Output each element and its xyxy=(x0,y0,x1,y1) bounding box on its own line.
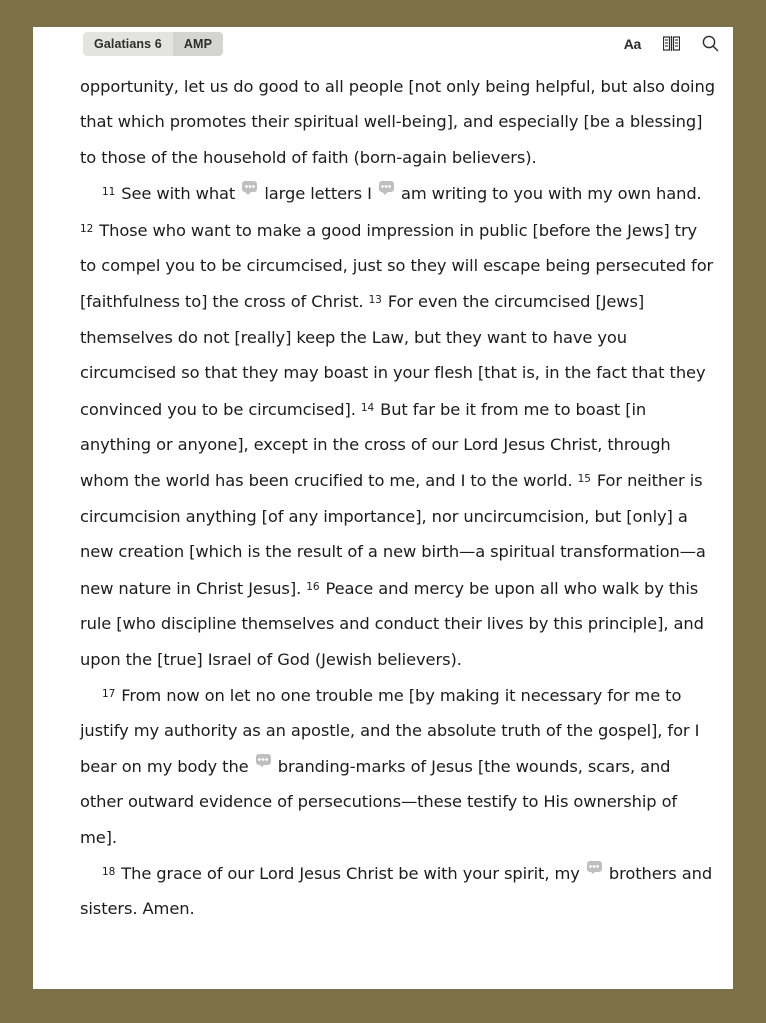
reader-toolbar xyxy=(33,27,733,61)
passage-paragraph xyxy=(80,855,717,927)
verse-text-run: brothers and sisters. Amen. xyxy=(80,863,713,919)
verse-number[interactable]: 14 xyxy=(360,401,375,414)
bible-reader-app xyxy=(33,27,733,989)
reference-selector[interactable] xyxy=(83,32,223,56)
search-icon[interactable] xyxy=(702,35,719,52)
toolbar-actions xyxy=(624,35,719,52)
passage-paragraph xyxy=(80,677,717,855)
verse-number[interactable]: 13 xyxy=(368,294,382,307)
verse-text-run: large letters I xyxy=(259,184,377,204)
verse-number[interactable]: 11 xyxy=(102,186,116,199)
reference-chip[interactable]: Galatians 6 xyxy=(83,32,173,56)
verse-text-run: opportunity, let us do good to all people [not only being helpful, but also doing that which promotes their spiritual well-being], and especially [be a blessing] to those of the household of faith (born-again believers). xyxy=(80,77,715,167)
verse-number[interactable]: 18 xyxy=(102,865,116,878)
parallel-columns-icon[interactable] xyxy=(663,36,680,51)
verse-number[interactable]: 12 xyxy=(80,222,94,235)
verse-text-run: Peace and mercy be upon all who walk by this rule [who discipline themselves and conduct their lives by this principle], and upon the [true] Israel of God (Jewish believers). xyxy=(80,578,704,669)
verse-text-run: am writing to you with my own hand. xyxy=(395,184,702,204)
font-size-icon[interactable]: Aa xyxy=(623,35,641,52)
footnote-marker-icon[interactable] xyxy=(256,754,271,765)
verse-text-run: From now on let no one trouble me [by making it necessary for me to justify my authority as an apostle, and the absolute truth of the gospel], for I bear on my body the xyxy=(80,685,700,776)
verse-number[interactable]: 15 xyxy=(577,473,591,486)
verse-text-run: The grace of our Lord Jesus Christ be with your spirit, my xyxy=(121,863,585,883)
verse-text-run: See with what xyxy=(121,184,241,204)
verse-number[interactable]: 16 xyxy=(306,580,320,593)
verse-text-run: For even the circumcised [Jews] themselves do not [really] keep the Law, but they want to have you circumcised so that they may boast in your flesh [that is, in the fact that they convinced you to be circumcised]. xyxy=(80,292,706,419)
verse-text-run: But far be it from me to boast [in anything or anyone], except in the cross of our Lord Jesus Christ, through whom the world has been crucified to me, and I to the world. xyxy=(80,399,671,491)
verse-number[interactable]: 17 xyxy=(102,687,116,700)
verse-text-run: branding-marks of Jesus [the wounds, scars, and other outward evidence of persecutions—these testify to His ownership of me]. xyxy=(80,756,678,847)
passage-content xyxy=(33,61,733,989)
passage-paragraph xyxy=(80,175,717,677)
verse-text-run: For neither is circumcision anything [of any importance], nor uncircumcision, but [only] a new creation [which is the result of a new birth—a spiritual transformation—a new nature in Christ Jesus]. xyxy=(80,471,706,598)
footnote-marker-icon[interactable] xyxy=(242,181,257,192)
version-chip[interactable]: AMP xyxy=(173,32,223,56)
passage-paragraph xyxy=(80,69,717,175)
verse-text-run: Those who want to make a good impression in public [before the Jews] try to compel you to be circumcised, just so they will escape being persecuted for [faithfulness to] the cross of Christ. xyxy=(80,220,714,312)
passage-text xyxy=(80,69,717,927)
footnote-marker-icon[interactable] xyxy=(587,861,602,872)
footnote-marker-icon[interactable] xyxy=(379,181,394,192)
